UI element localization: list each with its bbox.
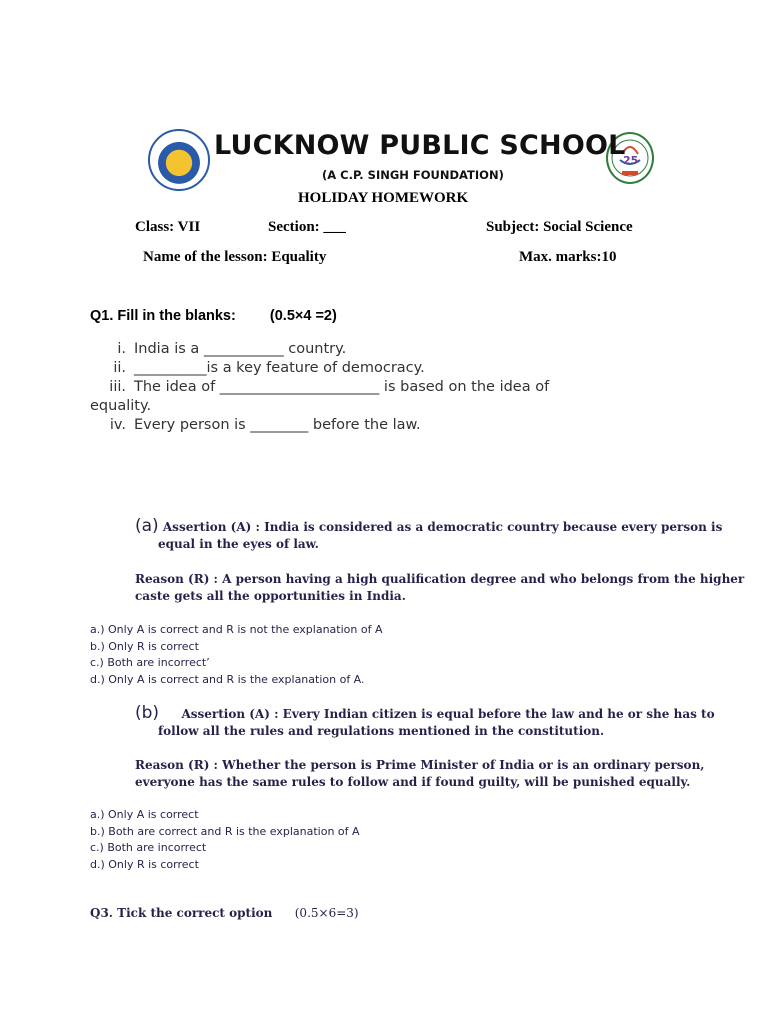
item-text-continuation: equality. bbox=[90, 398, 152, 414]
assertion-a-options bbox=[90, 622, 382, 688]
assertion-b-label: (b) bbox=[135, 703, 160, 723]
q1-heading bbox=[90, 308, 337, 324]
homework-title: HOLIDAY HOMEWORK bbox=[298, 190, 469, 206]
assertion-a-block bbox=[135, 518, 722, 553]
svg-text:25: 25 bbox=[623, 154, 639, 167]
school-logo-emblem bbox=[148, 129, 210, 191]
section-label: Section: ___ bbox=[268, 219, 346, 235]
assertion-a-text-line2: equal in the eyes of law. bbox=[158, 537, 319, 551]
option-item: a.) Only A is correct and R is not the explanation of A bbox=[90, 623, 383, 636]
assertion-b-block bbox=[135, 705, 715, 740]
lesson-label: Name of the lesson: Equality bbox=[143, 249, 327, 265]
q3-heading-text: Q3. Tick the correct option bbox=[90, 906, 273, 920]
class-label: Class: VII bbox=[135, 219, 201, 235]
q3-marks: (0.5×6=3) bbox=[294, 906, 359, 920]
item-number: iii. bbox=[109, 379, 126, 395]
option-item: d.) Only R is correct bbox=[90, 857, 199, 871]
assertion-b-options bbox=[90, 807, 360, 873]
item-number: i. bbox=[117, 341, 126, 357]
assertion-a-text-line1: Assertion (A) : India is considered as a democratic country because every person is bbox=[162, 520, 723, 534]
item-number: iv. bbox=[109, 417, 126, 433]
item-text: India is a ___________ country. bbox=[134, 341, 347, 357]
max-marks-label: Max. marks:10 bbox=[519, 249, 617, 265]
reason-a-text-line2: caste gets all the opportunities in India. bbox=[135, 589, 406, 603]
option-item: c.) Both are incorrect bbox=[90, 841, 207, 854]
q1-heading-text: Q1. Fill in the blanks: bbox=[90, 308, 236, 324]
option-item: d.) Only A is correct and R is the explanation of A. bbox=[90, 672, 365, 686]
q1-marks: (0.5×4 =2) bbox=[269, 308, 337, 324]
list-item bbox=[90, 378, 650, 397]
reason-b-text-line1: Reason (R) : Whether the person is Prime Minister of India or is an ordinary person, bbox=[135, 758, 705, 772]
q3-heading bbox=[90, 906, 359, 920]
option-item: a.) Only A is correct bbox=[90, 808, 199, 821]
item-text: Every person is ________ before the law. bbox=[134, 417, 421, 433]
item-text: __________is a key feature of democracy. bbox=[134, 360, 425, 376]
assertion-a-label: (a) bbox=[135, 516, 159, 536]
foundation-subtitle: (A C.P. SINGH FOUNDATION) bbox=[322, 168, 504, 182]
option-item: b.) Both are correct and R is the explanation of A bbox=[90, 824, 360, 838]
school-name: LUCKNOW PUBLIC SCHOOL bbox=[214, 130, 626, 161]
item-number: ii. bbox=[113, 360, 126, 376]
reason-a-text-line1: Reason (R) : A person having a high qualification degree and who belongs from the higher bbox=[135, 572, 745, 586]
subject-label: Subject: Social Science bbox=[486, 219, 633, 235]
reason-b-text-line2: everyone has the same rules to follow and if found guilty, will be punished equally. bbox=[135, 775, 691, 789]
assertion-b-text-line1: Assertion (A) : Every Indian citizen is equal before the law and he or she has to bbox=[181, 707, 715, 721]
reason-a-block bbox=[135, 571, 744, 605]
assertion-b-text-line2: follow all the rules and regulations mentioned in the constitution. bbox=[158, 724, 605, 738]
item-text: The idea of ______________________ is based on the idea of bbox=[134, 379, 550, 395]
option-item: b.) Only R is correct bbox=[90, 639, 199, 653]
list-item bbox=[90, 340, 650, 359]
list-item bbox=[90, 359, 650, 378]
q1-blank-list bbox=[90, 340, 650, 435]
reason-b-block bbox=[135, 757, 704, 791]
option-item: c.) Both are incorrect’ bbox=[90, 656, 210, 669]
list-item bbox=[90, 416, 650, 435]
